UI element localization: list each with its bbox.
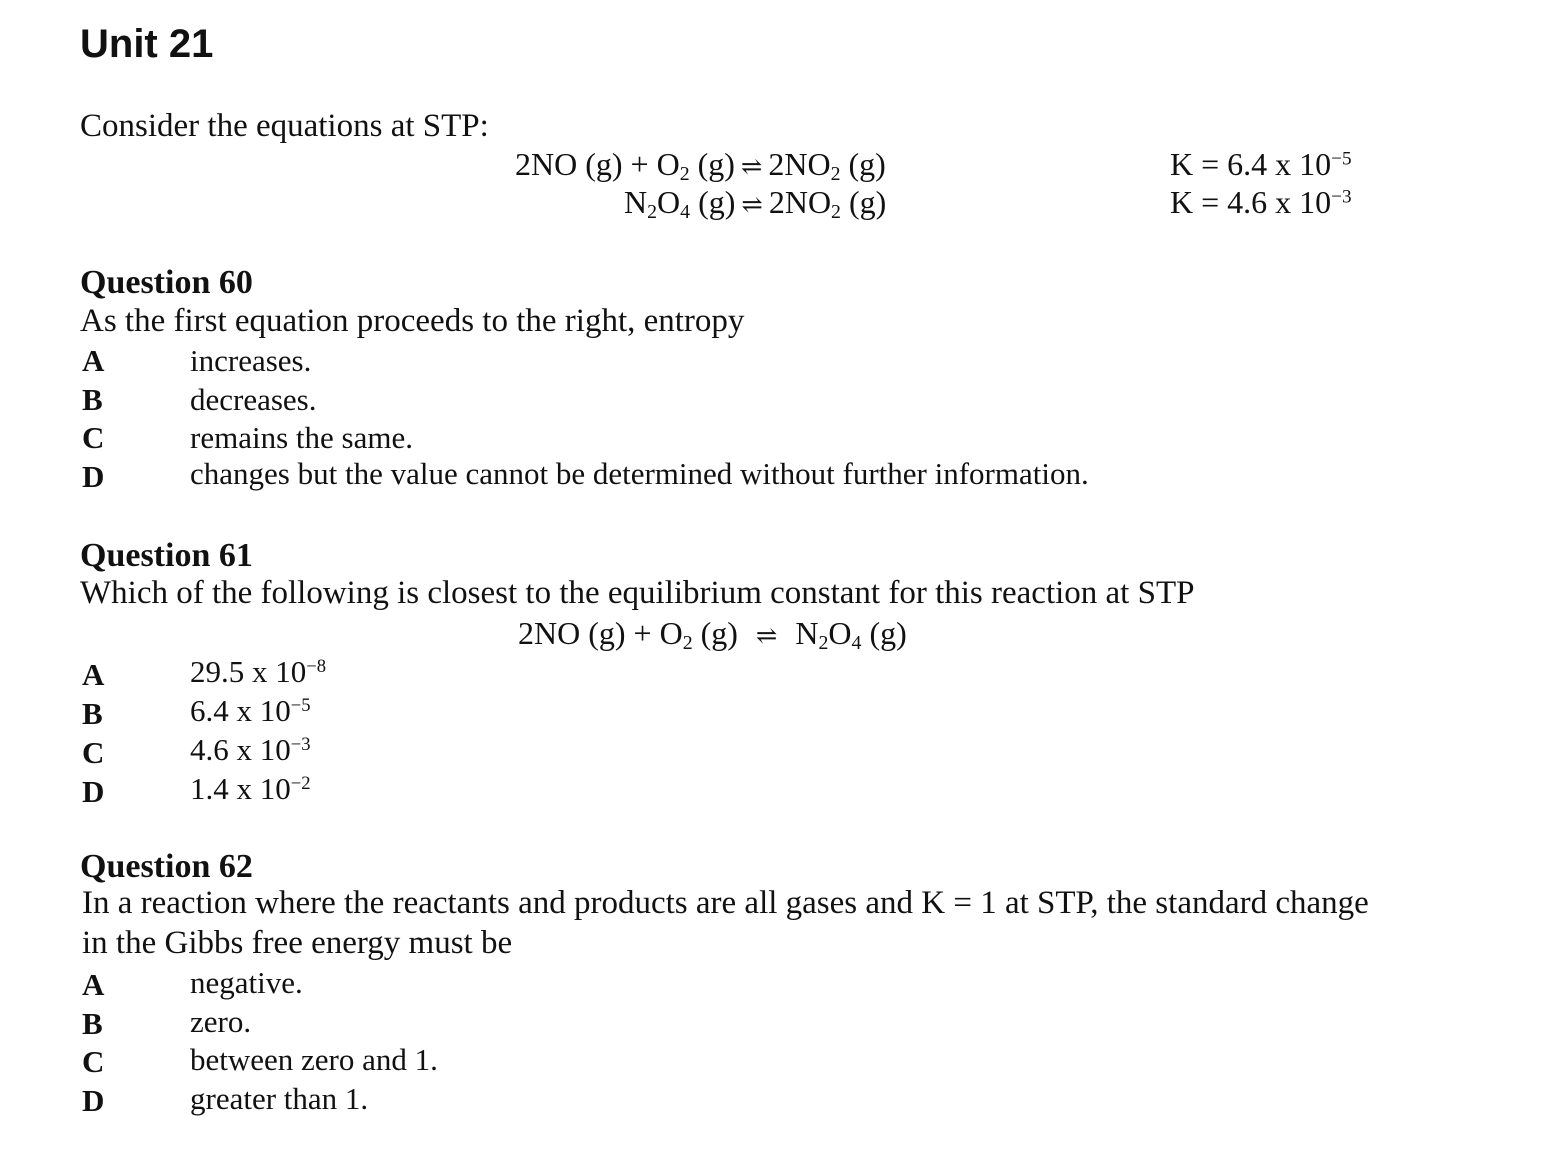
q61-option-b-letter: B — [82, 696, 103, 731]
q62-option-c-text: between zero and 1. — [190, 1042, 438, 1077]
question-61-reaction: 2NO $(g) + O_2$ (g) ⇌ $N_2O_4$ (g) — [518, 615, 907, 654]
q62-option-a-letter: A — [82, 967, 105, 1002]
q62-option-d-text: greater than 1. — [190, 1081, 369, 1116]
q60-option-c-letter: C — [82, 420, 105, 455]
question-60-heading: Question 60 — [80, 264, 253, 301]
q61-option-d-value: 1.4 x $10^{-2}$ — [190, 771, 311, 806]
q60-option-b-letter: B — [82, 382, 103, 417]
equilibrium-arrow-icon: ⇌ — [755, 621, 778, 650]
q61-option-c-letter: C — [82, 735, 105, 770]
q61-option-a-value: 29.5 x $10^{-8}$ — [190, 654, 327, 689]
intro-text: Consider the equations at STP: — [80, 108, 489, 144]
q62-option-d-letter: D — [82, 1083, 105, 1118]
q60-option-a-text: increases. — [190, 343, 312, 378]
q62-option-b-letter: B — [82, 1006, 103, 1041]
equilibrium-arrow-icon: ⇌ — [740, 152, 763, 181]
q61-option-c-value: 4.6 x $10^{-3}$ — [190, 732, 311, 767]
q61-option-d-letter: D — [82, 774, 105, 809]
page-title: Unit 21 — [80, 22, 214, 66]
q60-option-c-text: remains the same. — [190, 420, 413, 455]
q61-option-a-letter: A — [82, 657, 105, 692]
equation-2-k: K = 4.6 x $10^{-3}$ — [1170, 184, 1352, 220]
equation-1: 2NO $(g) + O_2$ (g) ⇌ $2NO_2$ (g) — [515, 146, 886, 185]
q60-option-d-letter: D — [82, 459, 105, 494]
equilibrium-arrow-icon: ⇌ — [741, 190, 763, 219]
q62-option-b-text: zero. — [190, 1004, 252, 1039]
question-61-heading: Question 61 — [80, 537, 253, 574]
q62-option-c-letter: C — [82, 1044, 105, 1079]
question-62-heading: Question 62 — [80, 848, 253, 885]
equation-1-k: K = 6.4 x $10^{-5}$ — [1170, 146, 1352, 182]
question-60-stem: As the first equation proceeds to the right, entropy — [80, 303, 745, 339]
equation-2: $N_2O_4$ (g) ⇌ $2NO_2$ (g) — [624, 184, 887, 223]
q62-option-a-text: negative. — [190, 965, 303, 1000]
question-62-stem-line-2: in the Gibbs free energy must be — [82, 925, 513, 961]
q60-option-a-letter: A — [82, 343, 105, 378]
question-62-stem-line-1: In a reaction where the reactants and products are all gases and K = 1 at STP, the standard change — [82, 885, 1369, 921]
q60-option-d-text: changes but the value cannot be determined without further information. — [190, 456, 1089, 491]
question-61-stem: Which of the following is closest to the equilibrium constant for this reaction at STP — [80, 575, 1195, 611]
q61-option-b-value: 6.4 x $10^{-5}$ — [190, 693, 311, 728]
q60-option-b-text: decreases. — [190, 382, 317, 417]
